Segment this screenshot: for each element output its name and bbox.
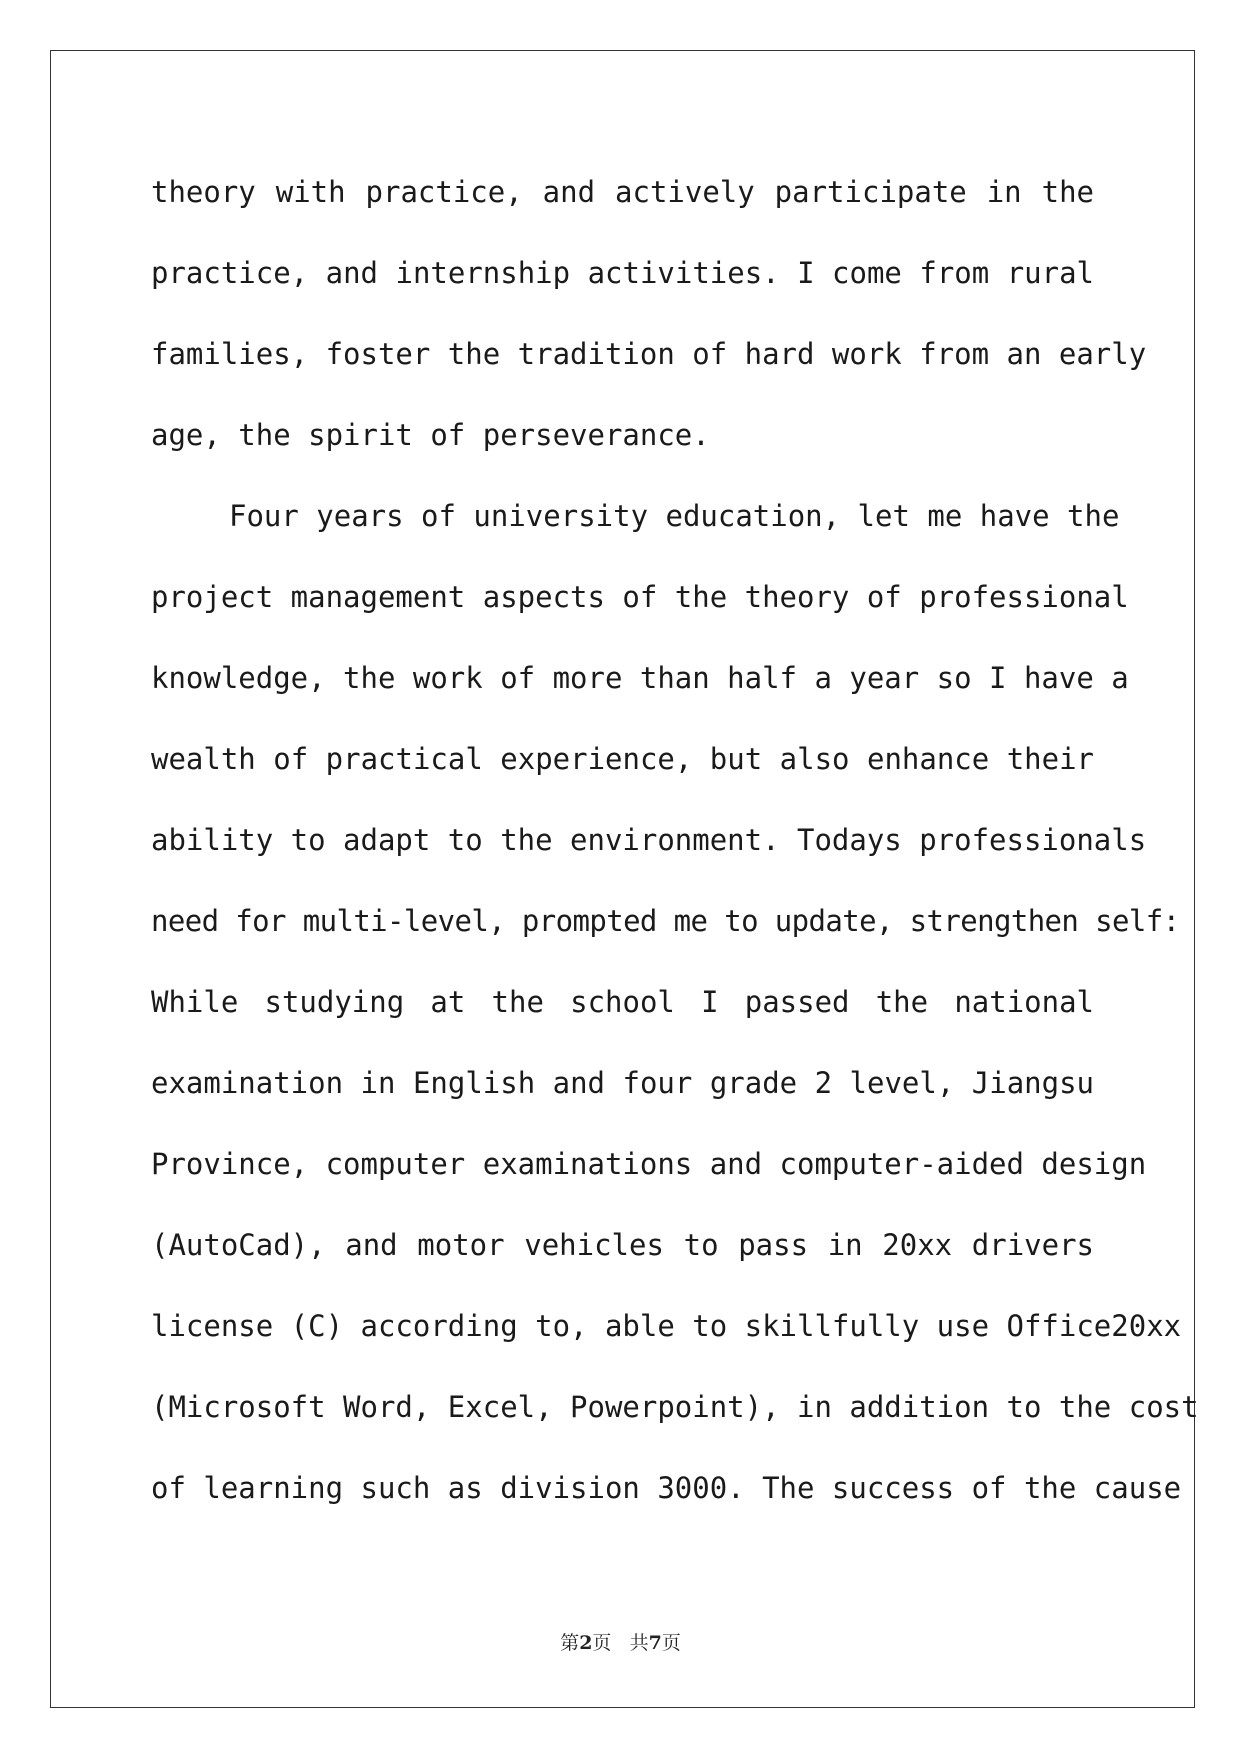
text-line: (AutoCad), and motor vehicles to pass in 20xx drivers xyxy=(151,1228,1094,1262)
text-line: examination in English and four grade 2 level, Jiangsu xyxy=(151,1066,1094,1100)
footer-total-suffix: 页 xyxy=(661,1632,681,1654)
text-line: wealth of practical experience, but also enhance their xyxy=(151,742,1094,776)
total-pages: 7 xyxy=(648,1632,662,1654)
text-line: Province, computer examinations and computer-aided design xyxy=(151,1147,1147,1181)
text-line: practice, and internship activities. I come from rural xyxy=(151,256,1094,290)
page-frame xyxy=(50,50,1199,1708)
text-line: While studying at the school I passed the national xyxy=(151,985,1094,1019)
text-line: families, foster the tradition of hard work from an early xyxy=(151,337,1147,371)
paragraph-first-line: Four years of university education, let me have the xyxy=(229,499,1120,533)
text-line: ability to adapt to the environment. Todays professionals xyxy=(151,823,1147,857)
text-line: theory with practice, and actively participate in the xyxy=(151,175,1094,209)
footer-prefix: 第 xyxy=(560,1632,580,1654)
footer-total-prefix: 共 xyxy=(629,1632,649,1654)
page-number: 2 xyxy=(579,1632,593,1654)
text-line: knowledge, the work of more than half a year so I have a xyxy=(151,661,1129,695)
text-line: need for multi-level, prompted me to update, strengthen self: xyxy=(151,904,1180,938)
page-footer xyxy=(0,1634,1241,1653)
text-line: of learning such as division 3000. The success of the cause xyxy=(151,1471,1182,1505)
footer-page-suffix: 页 xyxy=(592,1632,612,1654)
text-line: project management aspects of the theory of professional xyxy=(151,580,1129,614)
text-line: age, the spirit of perseverance. xyxy=(151,418,710,452)
text-line: license (C) according to, able to skillfully use Office20xx xyxy=(151,1309,1182,1343)
text-line: (Microsoft Word, Excel, Powerpoint), in addition to the cost xyxy=(151,1390,1199,1424)
